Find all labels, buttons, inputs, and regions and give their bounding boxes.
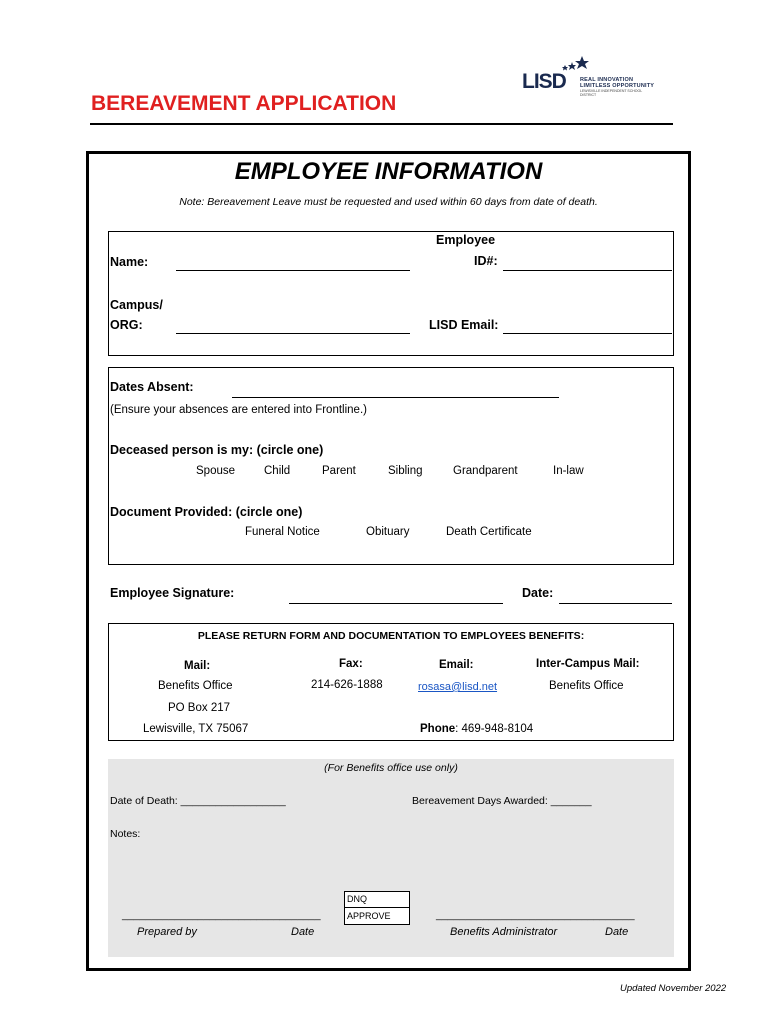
employee-id-label-2: ID#: xyxy=(474,254,498,268)
dnq-option[interactable]: DNQ xyxy=(347,894,367,904)
logo-wordmark: LISD xyxy=(522,70,566,93)
relation-grandparent[interactable]: Grandparent xyxy=(453,465,518,477)
employee-info-box xyxy=(108,231,674,356)
administrator-line[interactable]: __________________________________ xyxy=(436,909,635,921)
intercampus-value: Benefits Office xyxy=(549,680,624,692)
relation-in-law[interactable]: In-law xyxy=(553,465,584,477)
relation-parent[interactable]: Parent xyxy=(322,465,356,477)
mail-line-2: PO Box 217 xyxy=(168,702,231,714)
lisd-email-label: LISD Email: xyxy=(429,318,499,332)
doc-death-certificate[interactable]: Death Certificate xyxy=(446,526,532,538)
fax-label: Fax: xyxy=(339,658,363,670)
prepared-by-label: Prepared by xyxy=(137,926,197,938)
prepared-date-label: Date xyxy=(291,926,315,938)
benefits-admin-label: Benefits Administrator xyxy=(450,926,558,938)
approval-divider xyxy=(344,907,410,908)
doc-obituary[interactable]: Obituary xyxy=(366,526,410,538)
doc-funeral-notice[interactable]: Funeral Notice xyxy=(245,526,320,538)
admin-date-label: Date xyxy=(605,926,629,938)
campus-label-1: Campus/ xyxy=(110,298,163,312)
logo-subline: LEWISVILLE INDEPENDENT SCHOOL DISTRICT xyxy=(580,89,643,97)
benefits-email-link[interactable]: rosasa@lisd.net xyxy=(418,681,498,693)
note-text: Note: Bereavement Leave must be requested and used within 60 days from date of death. xyxy=(179,196,598,208)
days-awarded-field[interactable]: Bereavement Days Awarded: _______ xyxy=(412,795,592,807)
office-use-heading: (For Benefits office use only) xyxy=(324,762,458,774)
mail-line-3: Lewisville, TX 75067 xyxy=(143,723,249,735)
date-of-death-field[interactable]: Date of Death: __________________ xyxy=(110,795,286,807)
phone-label: Phone xyxy=(420,723,456,735)
name-field[interactable] xyxy=(176,270,410,271)
prepared-by-line[interactable]: __________________________________ xyxy=(122,909,321,921)
dates-absent-field[interactable] xyxy=(232,397,559,398)
approve-option[interactable]: APPROVE xyxy=(347,911,391,921)
dates-absent-label: Dates Absent: xyxy=(110,380,194,394)
return-heading: PLEASE RETURN FORM AND DOCUMENTATION TO EMPLOYEES BENEFITS: xyxy=(197,630,585,642)
phone-value: : 469-948-8104 xyxy=(455,723,534,735)
document-label: Document Provided: (circle one) xyxy=(110,505,303,519)
relation-spouse[interactable]: Spouse xyxy=(196,465,236,477)
intercampus-label: Inter-Campus Mail: xyxy=(536,658,640,670)
lisd-email-field[interactable] xyxy=(503,333,672,334)
dates-hint: (Ensure your absences are entered into Frontline.) xyxy=(110,404,367,416)
employee-id-field[interactable] xyxy=(503,270,672,271)
email-label: Email: xyxy=(439,659,474,671)
campus-label-2: ORG: xyxy=(110,318,143,332)
phone-line xyxy=(420,723,533,735)
deceased-label: Deceased person is my: (circle one) xyxy=(110,443,324,457)
employee-signature-label: Employee Signature: xyxy=(110,586,235,600)
mail-line-1: Benefits Office xyxy=(158,680,233,692)
signature-date-label: Date: xyxy=(522,586,554,600)
notes-label: Notes: xyxy=(110,828,141,840)
logo-tagline-2: LIMITLESS OPPORTUNITY xyxy=(580,83,655,89)
signature-date-field[interactable] xyxy=(559,603,672,604)
form-title: BEREAVEMENT APPLICATION xyxy=(91,92,397,115)
name-label: Name: xyxy=(110,255,149,269)
section-title: EMPLOYEE INFORMATION xyxy=(234,158,543,185)
title-rule xyxy=(90,123,673,125)
employee-id-label-1: Employee xyxy=(436,233,496,247)
relation-child[interactable]: Child xyxy=(264,465,291,477)
relation-sibling[interactable]: Sibling xyxy=(388,465,423,477)
mail-label: Mail: xyxy=(184,660,211,672)
lisd-logo xyxy=(520,56,655,96)
fax-value: 214-626-1888 xyxy=(311,679,383,691)
updated-footer: Updated November 2022 xyxy=(620,983,727,994)
employee-signature-field[interactable] xyxy=(289,603,503,604)
logo-tagline-1: REAL INNOVATION xyxy=(580,77,634,83)
campus-field[interactable] xyxy=(176,333,410,334)
